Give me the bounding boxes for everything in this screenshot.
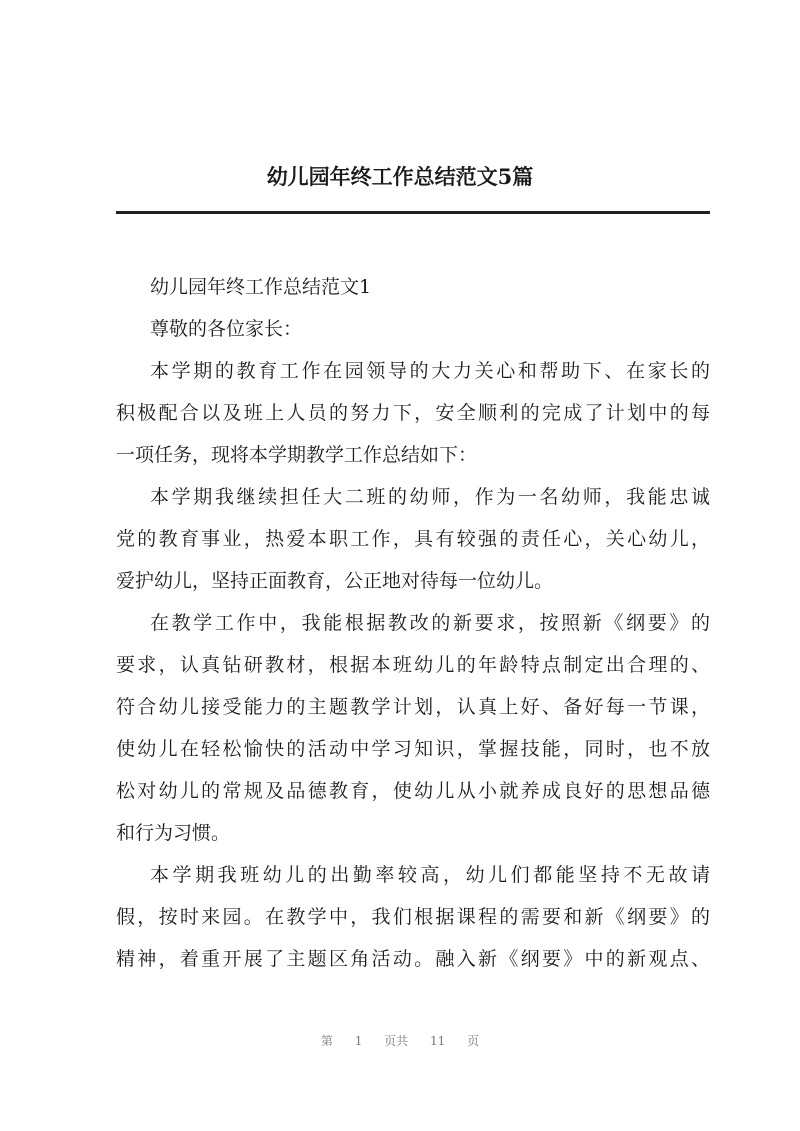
paragraph-line: 本学期我继续担任大二班的幼师，作为一名幼师，我能忠诚	[150, 486, 710, 508]
paragraph-line: 假，按时来园。在教学中，我们根据课程的需要和新《纲要》的	[116, 906, 710, 928]
footer-label-post: 页	[467, 1034, 480, 1048]
footer-label-mid: 页共	[384, 1034, 409, 1048]
footer-page-number: 1	[354, 1034, 363, 1048]
salutation: 尊敬的各位家长：	[150, 318, 303, 340]
paragraph-line: 精神，着重开展了主题区角活动。融入新《纲要》中的新观点、	[116, 948, 710, 970]
paragraph-line: 党的教育事业，热爱本职工作，具有较强的责任心，关心幼儿，	[116, 528, 710, 550]
page-footer	[0, 1032, 800, 1049]
paragraph-line: 和行为习惯。	[116, 822, 231, 844]
footer-label-pre: 第	[320, 1034, 333, 1048]
section-heading: 幼儿园年终工作总结范文1	[150, 276, 372, 298]
paragraph-line: 松对幼儿的常规及品德教育，使幼儿从小就养成良好的思想品德	[116, 780, 710, 802]
paragraph-line: 本学期的教育工作在园领导的大力关心和帮助下、在家长的	[150, 360, 710, 382]
paragraph-line: 积极配合以及班上人员的努力下，安全顺利的完成了计划中的每	[116, 402, 710, 424]
paragraph-line: 在教学工作中，我能根据教改的新要求，按照新《纲要》的	[150, 612, 710, 634]
paragraph-line: 使幼儿在轻松愉快的活动中学习知识，掌握技能，同时，也不放	[116, 738, 710, 760]
paragraph-line: 要求，认真钻研教材，根据本班幼儿的年龄特点制定出合理的、	[116, 654, 710, 676]
paragraph-line: 本学期我班幼儿的出勤率较高，幼儿们都能坚持不无故请	[150, 864, 710, 886]
paragraph-line: 符合幼儿接受能力的主题教学计划，认真上好、备好每一节课，	[116, 696, 710, 718]
title-divider	[116, 211, 710, 214]
footer-total-pages: 11	[430, 1034, 446, 1048]
paragraph-line: 爱护幼儿，坚持正面教育，公正地对待每一位幼儿。	[116, 570, 554, 592]
paragraph-line: 一项任务，现将本学期教学工作总结如下：	[116, 444, 478, 466]
document-title: 幼儿园年终工作总结范文5篇	[266, 164, 534, 189]
